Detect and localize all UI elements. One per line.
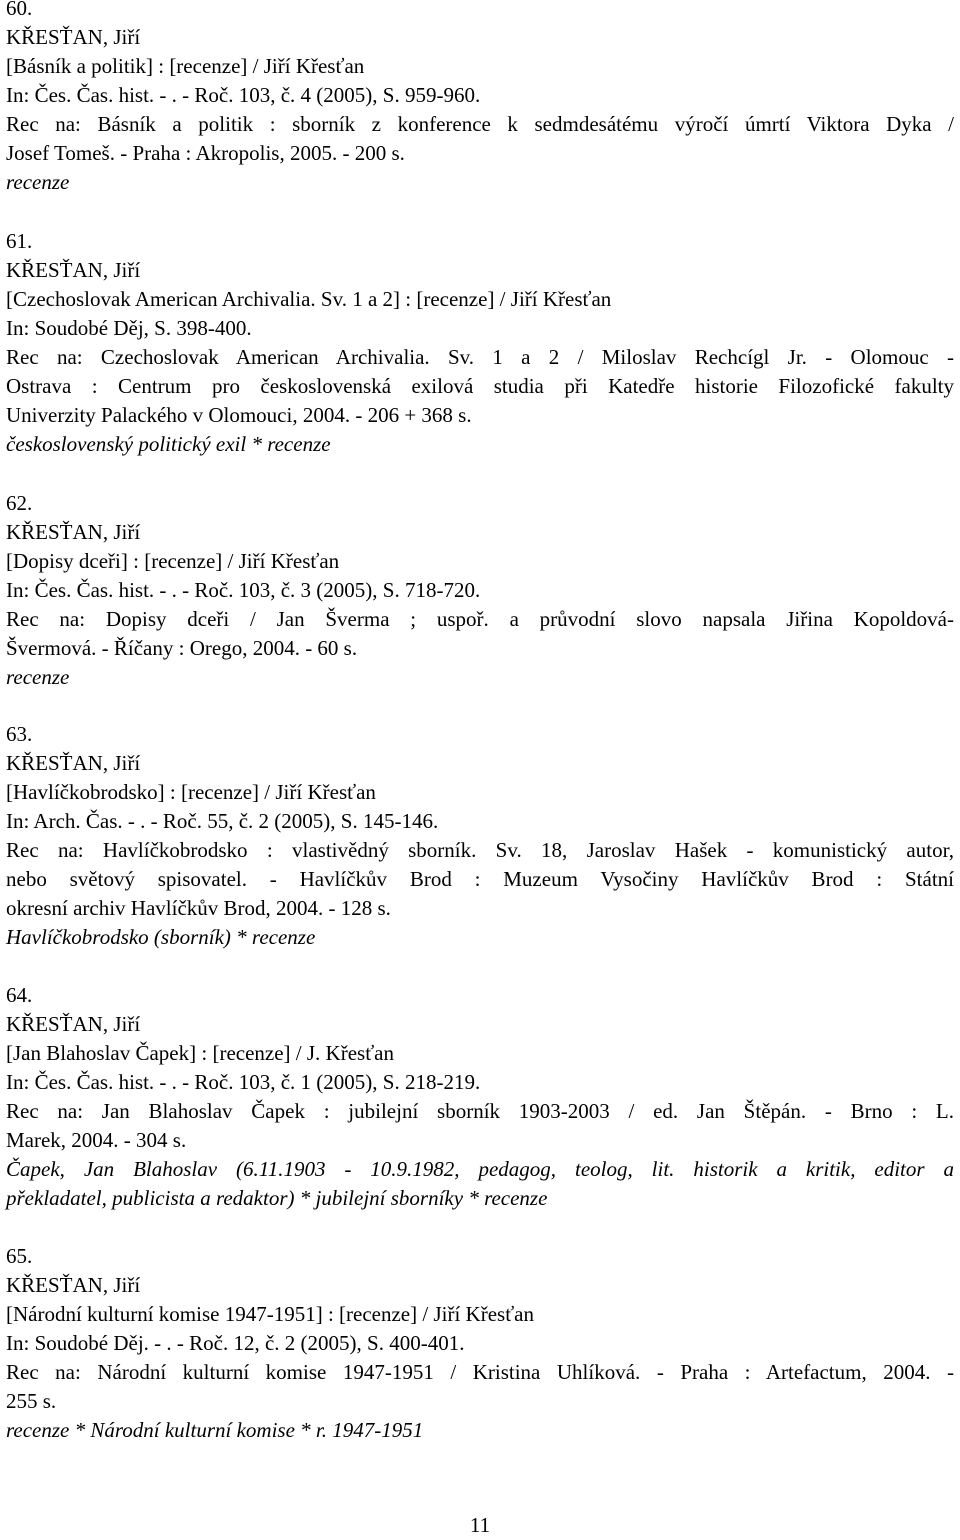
entry-review-line: Josef Tomeš. - Praha : Akropolis, 2005. - 200 s. (6, 141, 405, 165)
bibliography-entry-65 (6, 1242, 954, 1445)
entry-author: KŘESŤAN, Jiří (6, 751, 141, 775)
entry-author: KŘESŤAN, Jiří (6, 1273, 141, 1297)
entry-title: [Jan Blahoslav Čapek] : [recenze] / J. Křesťan (6, 1041, 394, 1065)
entry-review-line: Rec na: Národní kulturní komise 1947-1951 / Kristina Uhlíková. - Praha : Artefactum, 2004. - (6, 1360, 954, 1384)
entry-number: 61. (6, 229, 33, 253)
entry-author: KŘESŤAN, Jiří (6, 25, 141, 49)
bibliography-entry-64 (6, 981, 954, 1213)
entry-review-line: Rec na: Dopisy dceři / Jan Šverma ; uspoř. a průvodní slovo napsala Jiřina Kopoldová- (6, 607, 954, 631)
entry-number: 65. (6, 1244, 33, 1268)
entry-number: 63. (6, 722, 33, 746)
entry-review-line: Rec na: Havlíčkobrodsko : vlastivědný sborník. Sv. 18, Jaroslav Hašek - komunistický autor, (6, 838, 954, 862)
entry-review-line: Univerzity Palackého v Olomouci, 2004. - 206 + 368 s. (6, 403, 472, 427)
entry-keywords: recenze (6, 665, 70, 689)
entry-number: 62. (6, 491, 33, 515)
entry-keywords: Čapek, Jan Blahoslav (6.11.1903 - 10.9.1982, pedagog, teolog, lit. historik a kritik, editor a (6, 1157, 954, 1181)
entry-author: KŘESŤAN, Jiří (6, 520, 141, 544)
entry-source: In: Čes. Čas. hist. - . - Roč. 103, č. 4 (2005), S. 959-960. (6, 83, 481, 107)
bibliography-entry-61 (6, 227, 954, 459)
entry-review-line: Marek, 2004. - 304 s. (6, 1128, 187, 1152)
entry-author: KŘESŤAN, Jiří (6, 258, 141, 282)
entry-review-line: okresní archiv Havlíčkův Brod, 2004. - 128 s. (6, 896, 391, 920)
entry-keywords: recenze (6, 170, 70, 194)
page-number: 11 (469, 1513, 491, 1537)
entry-source: In: Čes. Čas. hist. - . - Roč. 103, č. 1 (2005), S. 218-219. (6, 1070, 481, 1094)
entry-review-line: Rec na: Básník a politik : sborník z konference k sedmdesátému výročí úmrtí Viktora Dyka / (6, 112, 954, 136)
entry-keywords: recenze * Národní kulturní komise * r. 1947-1951 (6, 1418, 424, 1442)
bibliography-entry-63 (6, 720, 954, 952)
entry-keywords: československý politický exil * recenze (6, 432, 331, 456)
entry-review-line: Švermová. - Říčany : Orego, 2004. - 60 s. (6, 636, 358, 660)
bibliography-entry-60 (6, 0, 954, 197)
entry-keywords: Havlíčkobrodsko (sborník) * recenze (6, 925, 316, 949)
entry-review-line: Rec na: Jan Blahoslav Čapek : jubilejní sborník 1903-2003 / ed. Jan Štěpán. - Brno : L. (6, 1099, 954, 1123)
entry-author: KŘESŤAN, Jiří (6, 1012, 141, 1036)
entry-title: [Dopisy dceři] : [recenze] / Jiří Křesťan (6, 549, 340, 573)
entry-keywords: překladatel, publicista a redaktor) * jubilejní sborníky * recenze (6, 1186, 548, 1210)
entry-title: [Básník a politik] : [recenze] / Jiří Křesťan (6, 54, 365, 78)
entry-number: 64. (6, 983, 33, 1007)
entry-review-line: nebo světový spisovatel. - Havlíčkův Brod : Muzeum Vysočiny Havlíčkův Brod : Státní (6, 867, 954, 891)
entry-source: In: Arch. Čas. - . - Roč. 55, č. 2 (2005), S. 145-146. (6, 809, 439, 833)
entry-source: In: Soudobé Děj, S. 398-400. (6, 316, 252, 340)
entry-title: [Havlíčkobrodsko] : [recenze] / Jiří Křesťan (6, 780, 376, 804)
entry-review-line: Ostrava : Centrum pro československá exilová studia při Katedře historie Filozofické fakulty (6, 374, 954, 398)
entry-review-line: Rec na: Czechoslovak American Archivalia. Sv. 1 a 2 / Miloslav Rechcígl Jr. - Olomouc - (6, 345, 954, 369)
entry-title: [Národní kulturní komise 1947-1951] : [recenze] / Jiří Křesťan (6, 1302, 534, 1326)
entry-number: 60. (6, 0, 33, 20)
entry-source: In: Soudobé Děj. - . - Roč. 12, č. 2 (2005), S. 400-401. (6, 1331, 465, 1355)
entry-title: [Czechoslovak American Archivalia. Sv. 1 a 2] : [recenze] / Jiří Křesťan (6, 287, 612, 311)
entry-source: In: Čes. Čas. hist. - . - Roč. 103, č. 3 (2005), S. 718-720. (6, 578, 481, 602)
bibliography-entry-62 (6, 489, 954, 692)
entry-review-line: 255 s. (6, 1389, 57, 1413)
